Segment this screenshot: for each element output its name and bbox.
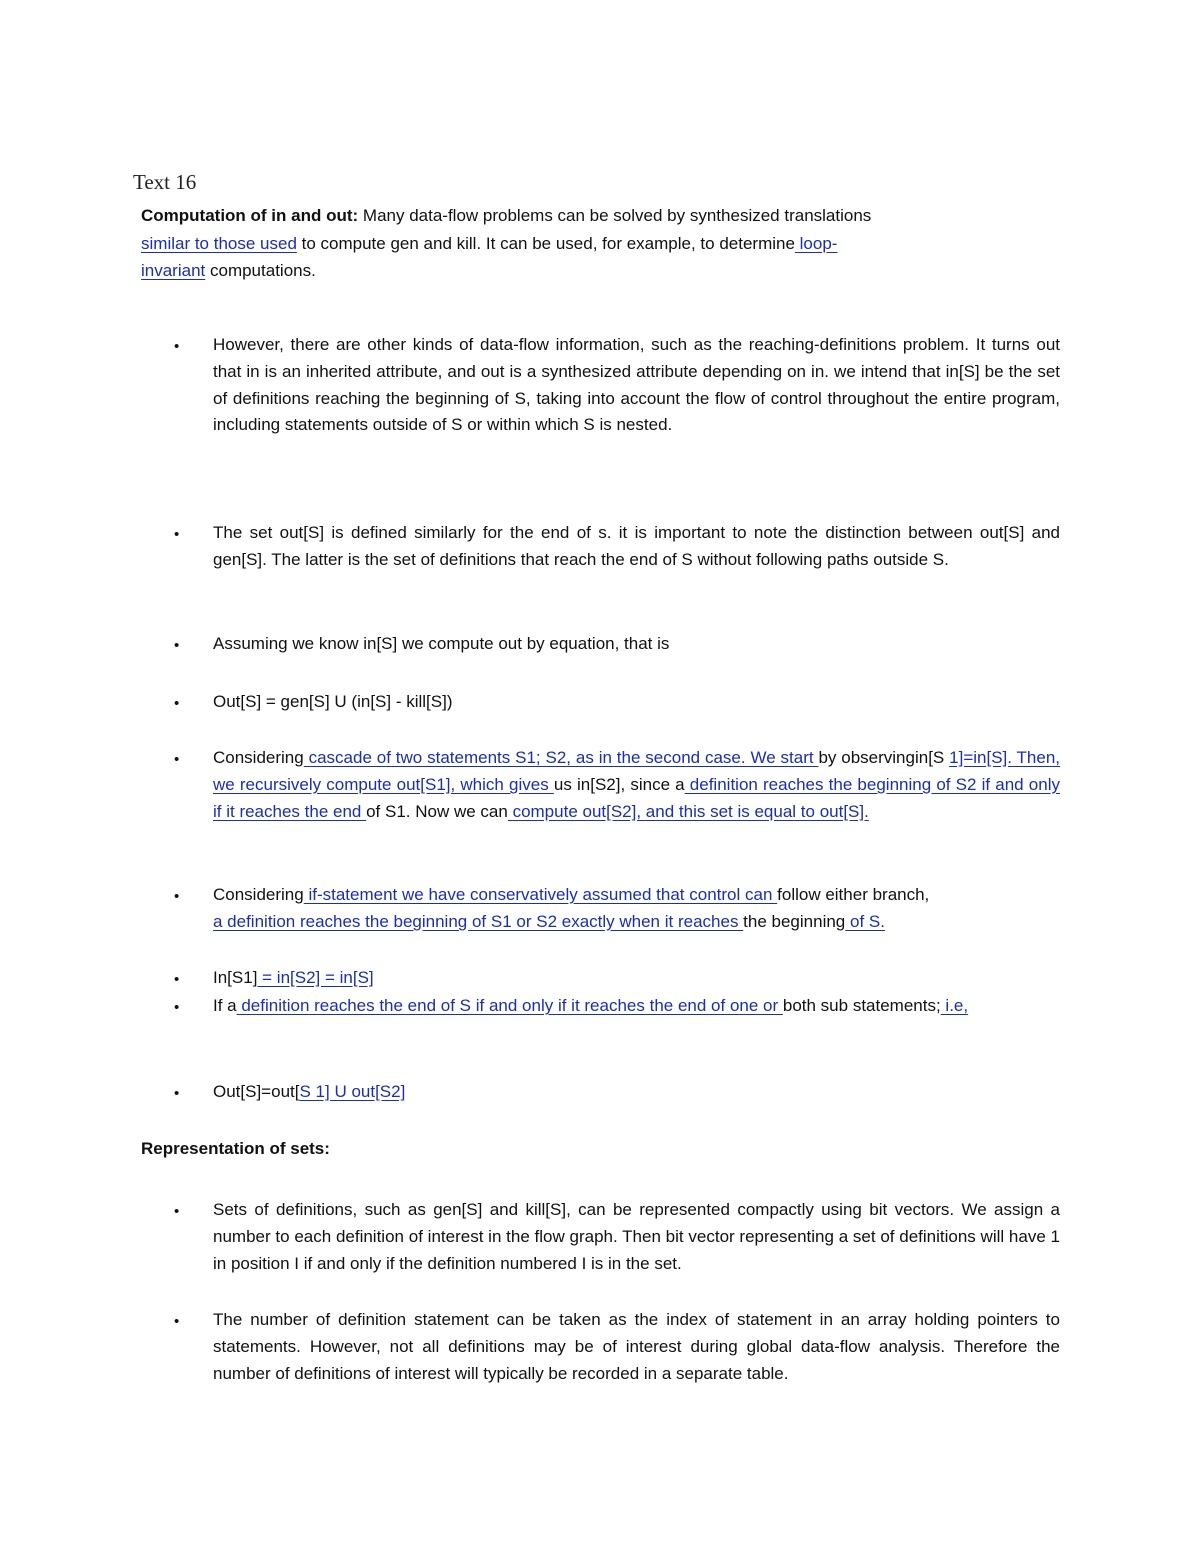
bullet-marker: • (174, 637, 180, 654)
bullet-if-statement (213, 882, 1060, 936)
b6-link-1[interactable]: if-statement we have conservatively assumed that control can (303, 885, 778, 904)
bullet-marker: • (174, 1313, 180, 1330)
document-title: Text 16 (133, 170, 197, 194)
link-invariant[interactable]: invariant (141, 261, 206, 280)
b5-link-1[interactable]: cascade of two statements S1; S2, as in the second case. We start (303, 748, 819, 767)
b8-link-1[interactable]: definition reaches the end of S if and only if it reaches the end of one or (236, 996, 783, 1015)
intro-text-2: to compute gen and kill. It can be used, for example, to determine (296, 233, 795, 253)
b6-text-3: the beginning (743, 911, 846, 931)
b6-link-2[interactable]: a definition reaches the beginning of S1 or S2 exactly when it reaches (213, 911, 744, 931)
bullet-marker: • (174, 526, 180, 543)
bullet-marker: • (174, 338, 180, 355)
bullet-out-union (213, 1079, 1060, 1106)
b7-text-1: In[S1] (213, 968, 258, 987)
bullet-marker: • (174, 751, 180, 768)
bullet-out-set: The set out[S] is defined similarly for the end of s. it is important to note the distinction between out[S] and gen[S]. The latter is the set of definitions that reach the end of S without following paths outside S. (213, 523, 1060, 569)
link-similar-to-those-used[interactable]: similar to those used (141, 233, 297, 253)
bullet-marker: • (174, 999, 180, 1016)
b5-text-3: us in[S2], since a (553, 774, 685, 794)
b7-link-1[interactable]: = in[S2] = in[S] (257, 968, 374, 987)
b6-link-3[interactable]: of S. (845, 911, 885, 931)
b5-link-2[interactable]: 1]=in[S]. Then, we recursively compute out[S1], which gives (213, 748, 1061, 794)
bullet-bit-vectors: Sets of definitions, such as gen[S] and kill[S], can be represented compactly using bit vectors. We assign a number to each definition of interest in the flow graph. Then bit vector representing a set of definitions will have 1 in position I if and only if the definition numbered I is in the set. (213, 1200, 1060, 1273)
b5-text-1: Considering (213, 748, 304, 767)
b9-text-1: Out[S]=out[ (213, 1082, 300, 1101)
bullet-definition-index: The number of definition statement can be taken as the index of statement in an array holding pointers to statements. However, not all definitions may be of interest during global data-flow analysis. Therefore the number of definitions of interest will typically be recorded in a separate table. (213, 1310, 1060, 1383)
bullet-inherited-attribute: However, there are other kinds of data-flow information, such as the reaching-definitions problem. It turns out that in is an inherited attribute, and out is a synthesized attribute depending on in. we intend that in[S] be the set of definitions reaching the beginning of S, taking into account the flow of control throughout the entire program, including statements outside of S or within which S is nested. (213, 335, 1060, 435)
bullet-marker: • (174, 971, 180, 988)
bullet-marker: • (174, 1203, 180, 1220)
b8-text-1: If a (213, 996, 237, 1015)
intro-text-3: computations. (205, 261, 316, 280)
bullet-out-equation: Out[S] = gen[S] U (in[S] - kill[S]) (213, 692, 453, 711)
b5-link-3[interactable]: definition reaches the beginning of S2 if and only if it reaches the end (213, 774, 1060, 821)
bullet-marker: • (174, 888, 180, 905)
bullet-marker: • (174, 1085, 180, 1102)
b6-text-2: follow either branch, (777, 885, 930, 904)
b6-text-1: Considering (213, 885, 304, 904)
b8-link-2[interactable]: i.e, (940, 996, 969, 1015)
link-loop[interactable]: loop- (794, 233, 838, 253)
section-heading-representation: Representation of sets: (141, 1139, 330, 1158)
b9-link-1[interactable]: S 1] U out[S2] (299, 1082, 406, 1101)
bullet-assuming: Assuming we know in[S] we compute out by equation, that is (213, 634, 670, 653)
bullet-in-equation (213, 965, 1060, 992)
intro-heading: Computation of in and out: (141, 206, 359, 225)
intro-text-1: Many data-flow problems can be solved by synthesized translations (358, 206, 872, 225)
bullet-definition-reaches-end (213, 993, 1060, 1020)
bullet-cascade (213, 745, 1060, 825)
bullet-marker: • (174, 695, 180, 712)
b5-text-2: by observingin[S (818, 748, 945, 767)
intro-paragraph (141, 202, 1061, 285)
b5-link-4[interactable]: compute out[S2], and this set is equal to out[S]. (507, 801, 869, 821)
b5-text-4: of S1. Now we can (366, 801, 508, 821)
b8-text-2: both sub statements; (782, 996, 941, 1015)
